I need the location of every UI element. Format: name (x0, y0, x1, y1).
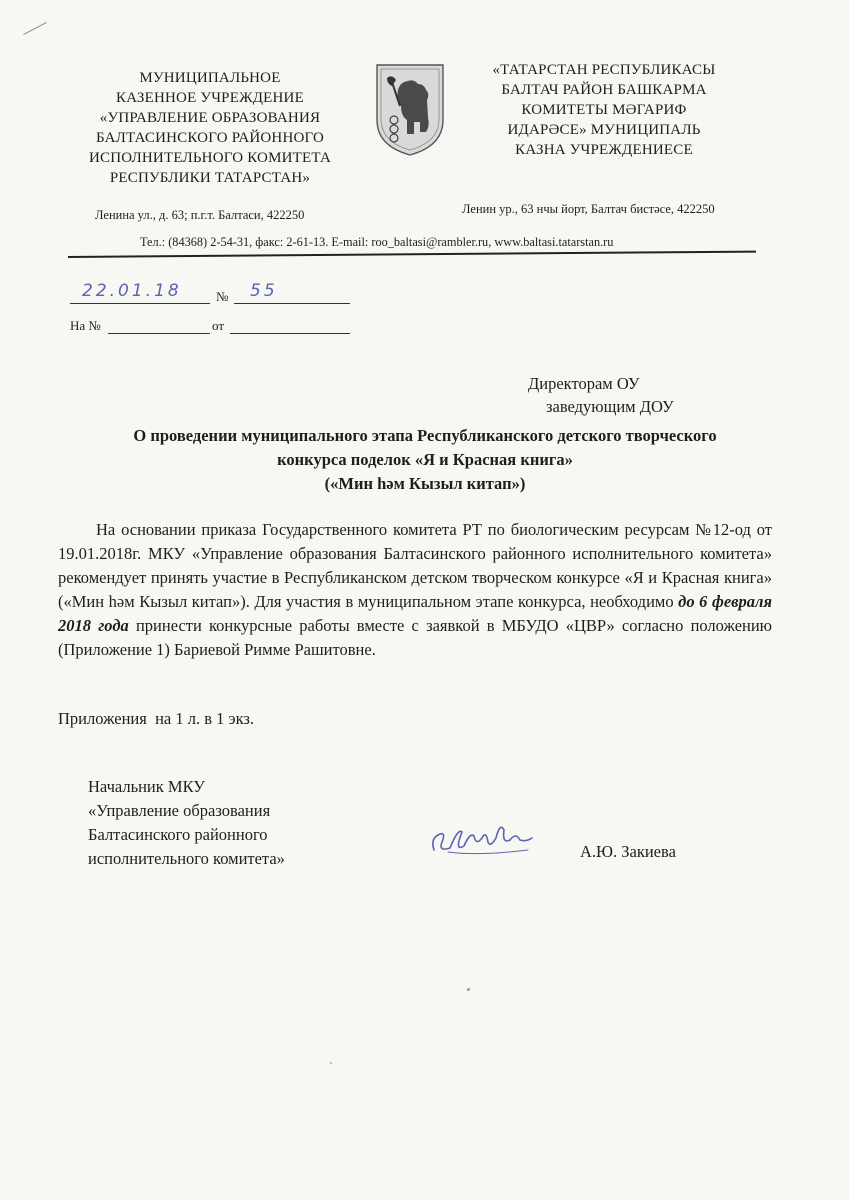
ref-from-line (230, 332, 350, 334)
coat-of-arms-emblem (374, 62, 446, 158)
body-deadline: до 6 февраля 2018 года (58, 592, 772, 635)
title-line-2: конкурса поделок «Я и Красная книга» (277, 450, 573, 469)
reg-number-label: № (216, 289, 229, 304)
org-header-tt (454, 60, 754, 160)
ref-number-label: На № (70, 318, 101, 333)
org-tt-line: КОМИТЕТЫ МӘГАРИФ (521, 102, 687, 118)
title-line-1: О проведении муниципального этапа Республиканского детского творческого (133, 426, 717, 445)
body-text-start: На основании приказа Государственного комитета РТ по биологическим ресурсам №12-од от 19.01.2018г. МКУ «Управление образования Балтасинского районного исполнительного комитета» рекомендует принять участие в Республиканском детском творческом конкурсе «Я и Красная книга» («Мин һәм Кызыл китап»). Для участия в муниципальном этапе конкурса, необходимо (58, 520, 772, 611)
org-header-ru (60, 68, 360, 188)
scan-speck (330, 1062, 332, 1064)
scan-artifact (23, 22, 46, 35)
letter-title (40, 424, 810, 496)
header-divider (68, 251, 756, 258)
reg-number-line (234, 302, 350, 304)
org-ru-line: БАЛТАСИНСКОГО РАЙОННОГО (95, 130, 325, 146)
signatory-name: А.Ю. Закиева (580, 842, 676, 861)
ref-number-line (108, 332, 210, 334)
ref-from-label: от (212, 318, 225, 333)
contacts-line: Тел.: (84368) 2-54-31, факс: 2-61-13. E-mail: roo_baltasi@rambler.ru, www.baltasi.tatarstan.ru (140, 235, 614, 249)
addressee-line-1: Директорам ОУ (528, 374, 640, 393)
org-tt-line: БАЛТАЧ РАЙОН БАШКАРМА (501, 82, 707, 98)
title-line-3: («Мин һәм Кызыл китап») (324, 474, 526, 493)
addressee-line-2: заведующим ДОУ (546, 397, 674, 416)
reg-date-handwritten: 22.01.18 (82, 281, 182, 301)
org-ru-line: МУНИЦИПАЛЬНОЕ (139, 70, 281, 86)
attachments-note: Приложения на 1 л. в 1 экз. (58, 709, 255, 728)
org-ru-line: «УПРАВЛЕНИЕ ОБРАЗОВАНИЯ (99, 110, 321, 126)
body-text-end: принести конкурсные работы вместе с заявкой в МБУДО «ЦВР» согласно положению (Приложение 1) Бариевой Римме Рашитовне. (58, 616, 773, 659)
org-address-ru: Ленина ул., д. 63; п.г.т. Балтаси, 422250 (95, 208, 305, 222)
reg-number-handwritten: 55 (250, 281, 278, 301)
org-ru-line: РЕСПУБЛИКИ ТАТАРСТАН» (109, 170, 311, 186)
handwritten-signature (428, 812, 538, 862)
body-paragraph (58, 518, 772, 662)
org-tt-line: «ТАТАРСТАН РЕСПУБЛИКАСЫ (492, 62, 716, 78)
signature-position-line: Начальник МКУ (88, 777, 205, 796)
org-ru-line: ИСПОЛНИТЕЛЬНОГО КОМИТЕТА (88, 150, 332, 166)
org-ru-line: КАЗЕННОЕ УЧРЕЖДЕНИЕ (116, 90, 304, 106)
org-tt-line: ИДАРӘСЕ» МУНИЦИПАЛЬ (507, 122, 701, 138)
org-address-tt: Ленин ур., 63 нчы йорт, Балтач бистәсе, 422250 (462, 202, 715, 216)
scan-speck (467, 988, 470, 991)
org-tt-line: КАЗНА УЧРЕЖДЕНИЕСЕ (515, 142, 693, 158)
signature-position-line: «Управление образования (88, 801, 271, 820)
reg-date-line (70, 302, 210, 304)
signature-position-line: Балтасинского районного (88, 825, 268, 844)
signature-position-line: исполнительного комитета» (88, 849, 285, 868)
signature-block (88, 775, 285, 871)
